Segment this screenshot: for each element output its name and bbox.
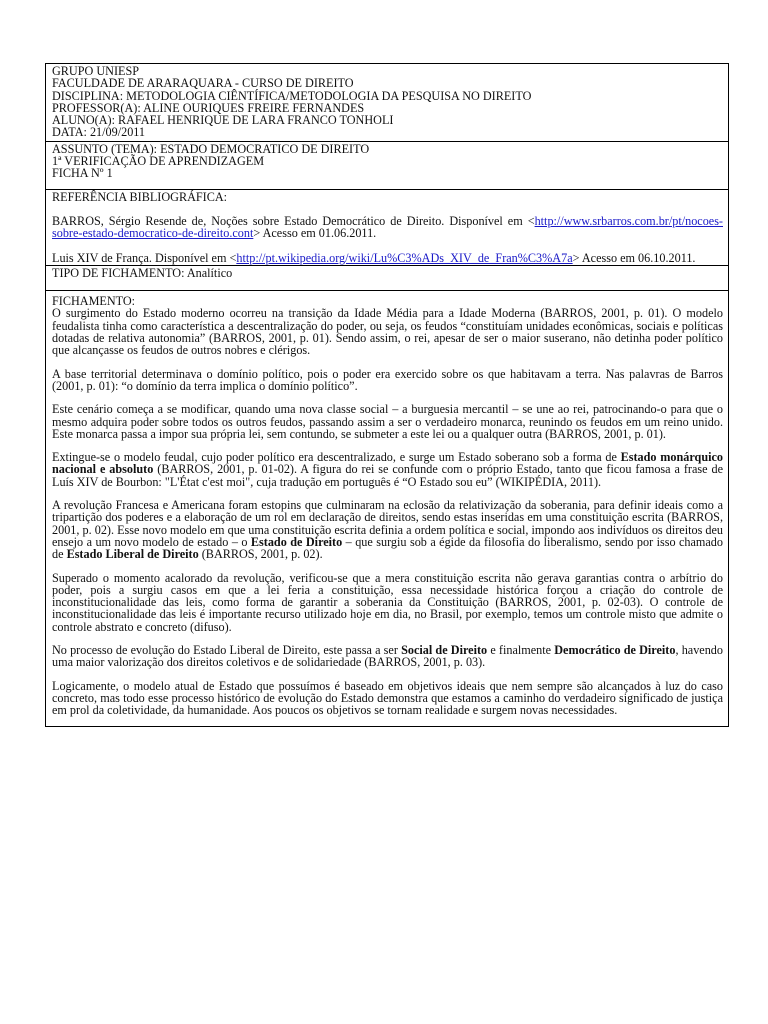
subject-block [46, 142, 728, 190]
type-block [46, 266, 728, 291]
reference-wikipedia: Luis XIV de França. Disponível em <http://pt.wikipedia.org/wiki/Lu%C3%ADs_XIV_de_Fran%C3%A7a> Acesso em 06.10.2011. [52, 250, 696, 265]
paragraph-2: A base territorial determinava o domínio político, pois o poder era exercido sobre os que habitavam a terra. Nas palavras de Barros (2001, p. 01): “o domínio da terra implica o domínio político”. [52, 366, 723, 393]
paragraph-1: O surgimento do Estado moderno ocorreu na transição da Idade Média para a Idade Moderna (BARROS, 2001, p. 01). O modelo feudalista tinha como característica a descentralização do poder, ou seja, os feudos “constituíam unidades econômicas, sociais e políticas dotadas de relativa autonomia” (BARROS, 2001, p. 01). Sendo assim, o rei, apesar de ser o maior suserano, não detinha poder político que alcançasse os feudos de outros nobres e clérigos. [52, 306, 723, 358]
reference-barros-link[interactable]: http://www.srbarros.com.br/pt/nocoes-sobre-estado-democratico-de-direito.cont [52, 213, 723, 241]
paragraph-3: Este cenário começa a se modificar, quando uma nova classe social – a burguesia mercantil – se une ao rei, patrocinando-o para que o mesmo adquira poder sobre todos os outros feudos, passando assim a ser o verdadeiro monarca, reunindo os feudos em um reino unido. Este monarca passa a impor sua própria lei, sem contundo, se submeter a este lei ou a qualquer outra (BARROS, 2001, p. 01). [52, 402, 723, 441]
bold-term-social-state: Social de Direito [401, 642, 488, 657]
paragraph-7: No processo de evolução do Estado Liberal de Direito, este passa a ser Social de Direito e finalmente Democrático de Direito, havendo uma maior valorização dos direitos coletivos e de solidariedade (BARROS, 2001, p. 03). [52, 642, 723, 670]
references-block [46, 190, 728, 266]
references-heading: REFERÊNCIA BIBLIOGRÁFICA: [52, 189, 228, 204]
bold-term-absolute-state: Estado monárquico nacional e absoluto [52, 450, 723, 477]
paragraph-8: Logicamente, o modelo atual de Estado que possuímos é baseado em objetivos ideais que nem sempre são alcançados à luz do caso concreto, mas todo esse processo histórico de evolução do Estado demonstra que estamos a caminho do verdadeiro significado de justiça em prol da coletividade, da humanidade. Aos poucos os objetivos se tornam realidade e surgem novas necessidades. [52, 678, 723, 718]
subject-theme: ASSUNTO (TEMA): ESTADO DEMOCRATICO DE DIREITO [52, 141, 370, 156]
faculty-course: FACULDADE DE ARARAQUARA - CURSO DE DIREITO [52, 76, 354, 91]
document-table [45, 63, 729, 727]
paragraph-5: A revolução Francesa e Americana foram estopins que culminaram na eclosão da relativização da soberania, para definir ideais como a tripartição dos poderes e a elaboração de um rol em declaração de direitos, sendo estas inseridas em uma constituição escrita (BARROS, 2001, p. 02). Esse novo modelo em que uma constituição escrita definia a ordem política e social, impondo aos indivíduos os direitos deu ensejo a um novo modelo de estado – o Estado de Direito – que surgiu sob a égide da filosofia do liberalismo, sendo por isso chamado de Estado Liberal de Direito (BARROS, 2001, p. 02). [52, 498, 723, 562]
bold-term-democratic-state: Democrático de Direito [554, 642, 676, 657]
professor: PROFESSOR(A): ALINE OURIQUES FREIRE FERNANDES [52, 100, 365, 115]
date: DATA: 21/09/2011 [52, 125, 146, 140]
paragraph-4: Extingue-se o modelo feudal, cujo poder político era descentralizado, e surge um Estado soberano sob a forma de Estado monárquico nacional e absoluto (BARROS, 2001, p. 01-02). A figura do rei se confunde com o próprio Estado, tanto que ficou famosa a frase de Luís XIV de Bourbon: "L'État c'est moi", cuja tradução em português é “O Estado sou eu” (WIKIPÉDIA, 2011). [52, 450, 723, 489]
bold-term-rule-of-law: Estado de Direito [250, 534, 343, 549]
student: ALUNO(A): RAFAEL HENRIQUE DE LARA FRANCO TONHOLI [52, 113, 394, 128]
header-block [46, 64, 728, 142]
institution-group: GRUPO UNIESP [52, 64, 140, 78]
paragraph-6: Superado o momento acalorado da revolução, verificou-se que a mera constituição escrita não gerava garantias contra o arbítrio do poder, pois a surgiu casos em que a lei feria a constituição, essa necessidade histórica forçou a criação do controle de inconstitucionalidade das leis, como forma de garantir a soberania da Constituição (BARROS, 2001, p. 02-03). O controle de inconstitucionalidade das leis é importante recurso utilizado hoje em dia, no Brasil, por exemplo, temos um controle misto que admite o controle abstrato e concreto (difuso). [52, 570, 723, 634]
reference-barros: BARROS, Sérgio Resende de, Noções sobre Estado Democrático de Direito. Disponível em <http://www.srbarros.com.br/pt/nocoes-sobre-estado-democratico-de-direito.cont> Acesso em 01.06.2011. [52, 213, 723, 241]
assessment-label: 1ª VERIFICAÇÃO DE APRENDIZAGEM [52, 154, 265, 169]
discipline: DISCIPLINA: METODOLOGIA CIÊNTÍFICA/METODOLOGIA DA PESQUISA NO DIREITO [52, 88, 532, 103]
fichamento-block [46, 291, 728, 727]
fichamento-heading: FICHAMENTO: [52, 294, 136, 309]
reference-wikipedia-link[interactable]: http://pt.wikipedia.org/wiki/Lu%C3%ADs_XIV_de_Fran%C3%A7a [236, 250, 573, 265]
fichamento-type: TIPO DE FICHAMENTO: Analítico [52, 265, 233, 280]
bold-term-liberal-state: Estado Liberal de Direito [66, 547, 199, 562]
sheet-number: FICHA Nº 1 [52, 166, 113, 181]
